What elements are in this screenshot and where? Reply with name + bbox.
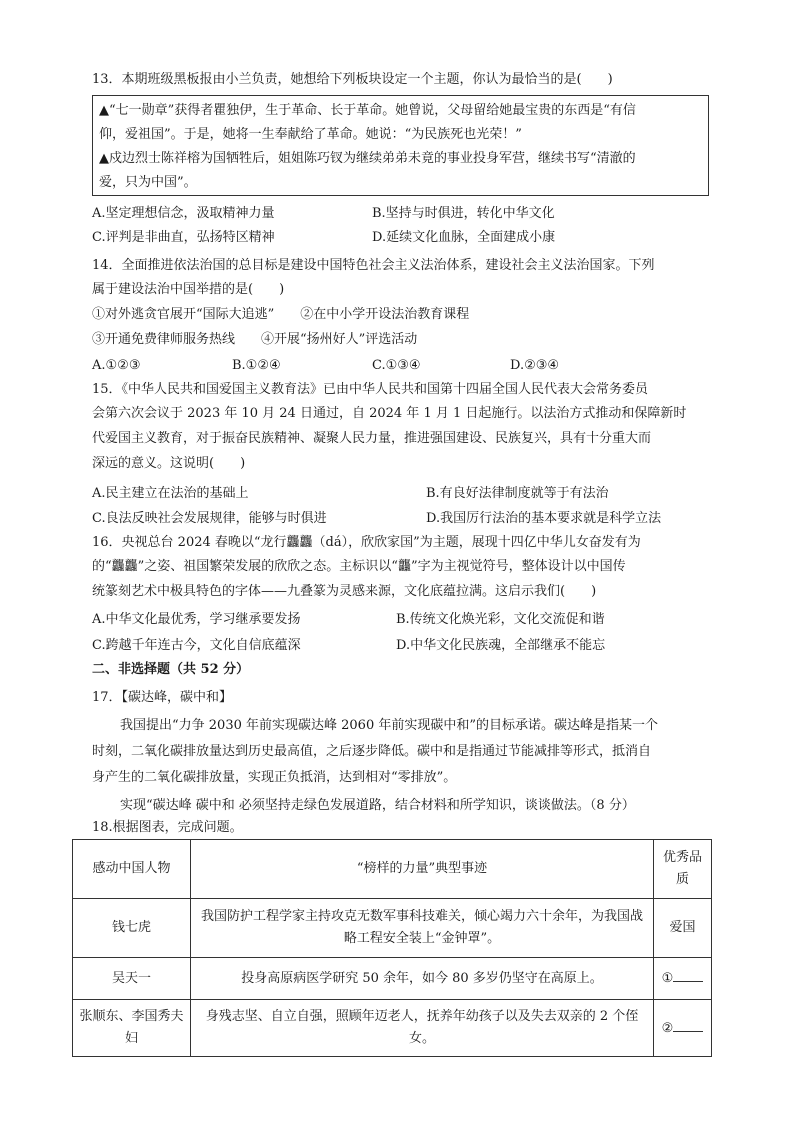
table-header-row <box>73 840 712 899</box>
q15-stem-cont: 深远的意义。这说明( ) <box>92 456 246 471</box>
quality-blank-1[interactable] <box>654 958 712 1000</box>
table-row <box>73 958 712 1000</box>
q16-stem-cont: 统篆刻艺术中极具特色的字体——九叠篆为灵感来源，文化底蕴拉满。这启示我们( ) <box>92 584 597 599</box>
q15-stem-cont: 代爱国主义教育，对于振奋民族精神、凝聚人民力量，推进强国建设、民族复兴，具有十分重大而 <box>92 431 652 446</box>
q17-title: 17．【碳达峰，碳中和】 <box>92 690 233 705</box>
q16-stem-cont: 的“龘龘”之姿、祖国繁荣发展的欣欣之态。主标识以“龘”字为主视觉符号，整体设计以中国传 <box>92 559 626 574</box>
q13-option-b[interactable]: B.坚持与时俱进，转化中华文化 <box>372 206 555 221</box>
quality-blank-2[interactable] <box>654 1000 712 1057</box>
q16-option-c[interactable]: C.跨越千年连古今，文化自信底蕴深 <box>92 638 301 653</box>
q16-option-b[interactable]: B.传统文化焕光彩，文化交流促和谐 <box>396 612 605 627</box>
q18-table <box>72 839 712 1057</box>
header-deeds: “榜样的力量”典型事迹 <box>191 840 654 899</box>
table-row <box>73 1000 712 1057</box>
answer-blank[interactable] <box>673 1017 703 1032</box>
q18-stem: 18.根据图表，完成问题。 <box>92 820 243 835</box>
q15-option-a[interactable]: A.民主建立在法治的基础上 <box>92 486 249 501</box>
person-deed: 投身高原病医学研究 50 余年，如今 80 多岁仍坚守在高原上。 <box>191 958 654 1000</box>
person-name: 张顺东、李国秀夫妇 <box>73 1000 191 1057</box>
person-deed: 我国防护工程学家主持攻克无数军事科技难关，倾心竭力六十余年，为我国战略工程安全装上“金钟罩”。 <box>191 899 654 958</box>
q15-stem-cont: 会第六次会议于 2023 年 10 月 24 日通过，自 2024 年 1 月 1 日起施行。以法治方式推动和保障新时 <box>92 406 687 421</box>
q17-paragraph: 时刻，二氧化碳排放量达到历史最高值，之后逐步降低。碳中和是指通过节能减排等形式，抵消自 <box>92 744 652 759</box>
q14-option-a[interactable]: A.①②③ <box>92 358 141 373</box>
person-name: 吴天一 <box>73 958 191 1000</box>
q14-option-d[interactable]: D.②③④ <box>510 358 560 373</box>
header-person: 感动中国人物 <box>73 840 191 899</box>
answer-blank[interactable] <box>673 967 703 982</box>
q14-option-b[interactable]: B.①②④ <box>232 358 281 373</box>
q14-items: ③开通免费律师服务热线 ④开展“扬州好人”评选活动 <box>92 332 418 347</box>
q17-paragraph: 我国提出“力争 2030 年前实现碳达峰 2060 年前实现碳中和”的目标承诺。碳达峰是指某一个 <box>120 718 658 733</box>
q13-option-d[interactable]: D.延续文化血脉，全面建成小康 <box>372 230 556 245</box>
header-quality: 优秀品质 <box>654 840 712 899</box>
q13-option-a[interactable]: A.坚定理想信念，汲取精神力量 <box>92 206 275 221</box>
q16-option-a[interactable]: A.中华文化最优秀，学习继承要发扬 <box>92 612 301 627</box>
q13-box-line: ▲戍边烈士陈祥榕为国牺牲后，姐姐陈巧钗为继续弟弟未竟的事业投身军营，继续书写“清澈的 <box>99 151 636 166</box>
q13-box-line: 仰，爱祖国”。于是，她将一生奉献给了革命。她说：“为民族死也光荣！” <box>99 127 522 142</box>
person-quality: 爱国 <box>654 899 712 958</box>
q14-items: ①对外逃贪官展开“国际大追逃” ②在中小学开设法治教育课程 <box>92 307 470 322</box>
q13-box-line: 爱，只为中国”。 <box>99 175 197 190</box>
q13-option-c[interactable]: C.评判是非曲直，弘扬特区精神 <box>92 230 275 245</box>
q15-stem: 15．《中华人民共和国爱国主义教育法》已由中华人民共和国第十四届全国人民代表大会常务委员 <box>92 382 649 397</box>
q14-option-c[interactable]: C.①③④ <box>372 358 421 373</box>
q17-paragraph: 身产生的二氧化碳排放量，实现正负抵消，达到相对“零排放”。 <box>92 770 457 785</box>
q13-material-box <box>92 95 709 196</box>
q14-stem: 14．全面推进依法治国的总目标是建设中国特色社会主义法治体系，建设社会主义法治国家。下列 <box>92 258 655 273</box>
section-heading: 二、非选择题（共 52 分） <box>92 662 250 677</box>
blank-marker: ① <box>661 971 674 986</box>
q15-option-b[interactable]: B.有良好法律制度就等于有法治 <box>426 486 609 501</box>
q15-option-d[interactable]: D.我国厉行法治的基本要求就是科学立法 <box>426 511 662 526</box>
table-row <box>73 899 712 958</box>
q16-option-d[interactable]: D.中华文化民族魂，全部继承不能忘 <box>396 638 606 653</box>
q17-task: 实现“碳达峰 碳中和 必须坚持走绿色发展道路，结合材料和所学知识，谈谈做法。（8 分） <box>120 798 635 813</box>
q16-stem: 16．央视总台 2024 春晚以“龙行龘龘（dá），欣欣家国”为主题，展现十四亿中华儿女奋发有为 <box>92 535 641 550</box>
q14-stem-cont: 属于建设法治中国举措的是( ) <box>92 282 285 297</box>
person-deed: 身残志坚、自立自强，照顾年迈老人，抚养年幼孩子以及失去双亲的 2 个侄女。 <box>191 1000 654 1057</box>
person-name: 钱七虎 <box>73 899 191 958</box>
q13-stem: 13．本期班级黑板报由小兰负责，她想给下列板块设定一个主题，你认为最恰当的是( ) <box>92 72 613 87</box>
q15-option-c[interactable]: C.良法反映社会发展规律，能够与时俱进 <box>92 511 327 526</box>
q13-box-line: ▲“七一勋章”获得者瞿独伊，生于革命、长于革命。她曾说，父母留给她最宝贵的东西是“有信 <box>99 103 636 118</box>
blank-marker: ② <box>661 1020 674 1036</box>
